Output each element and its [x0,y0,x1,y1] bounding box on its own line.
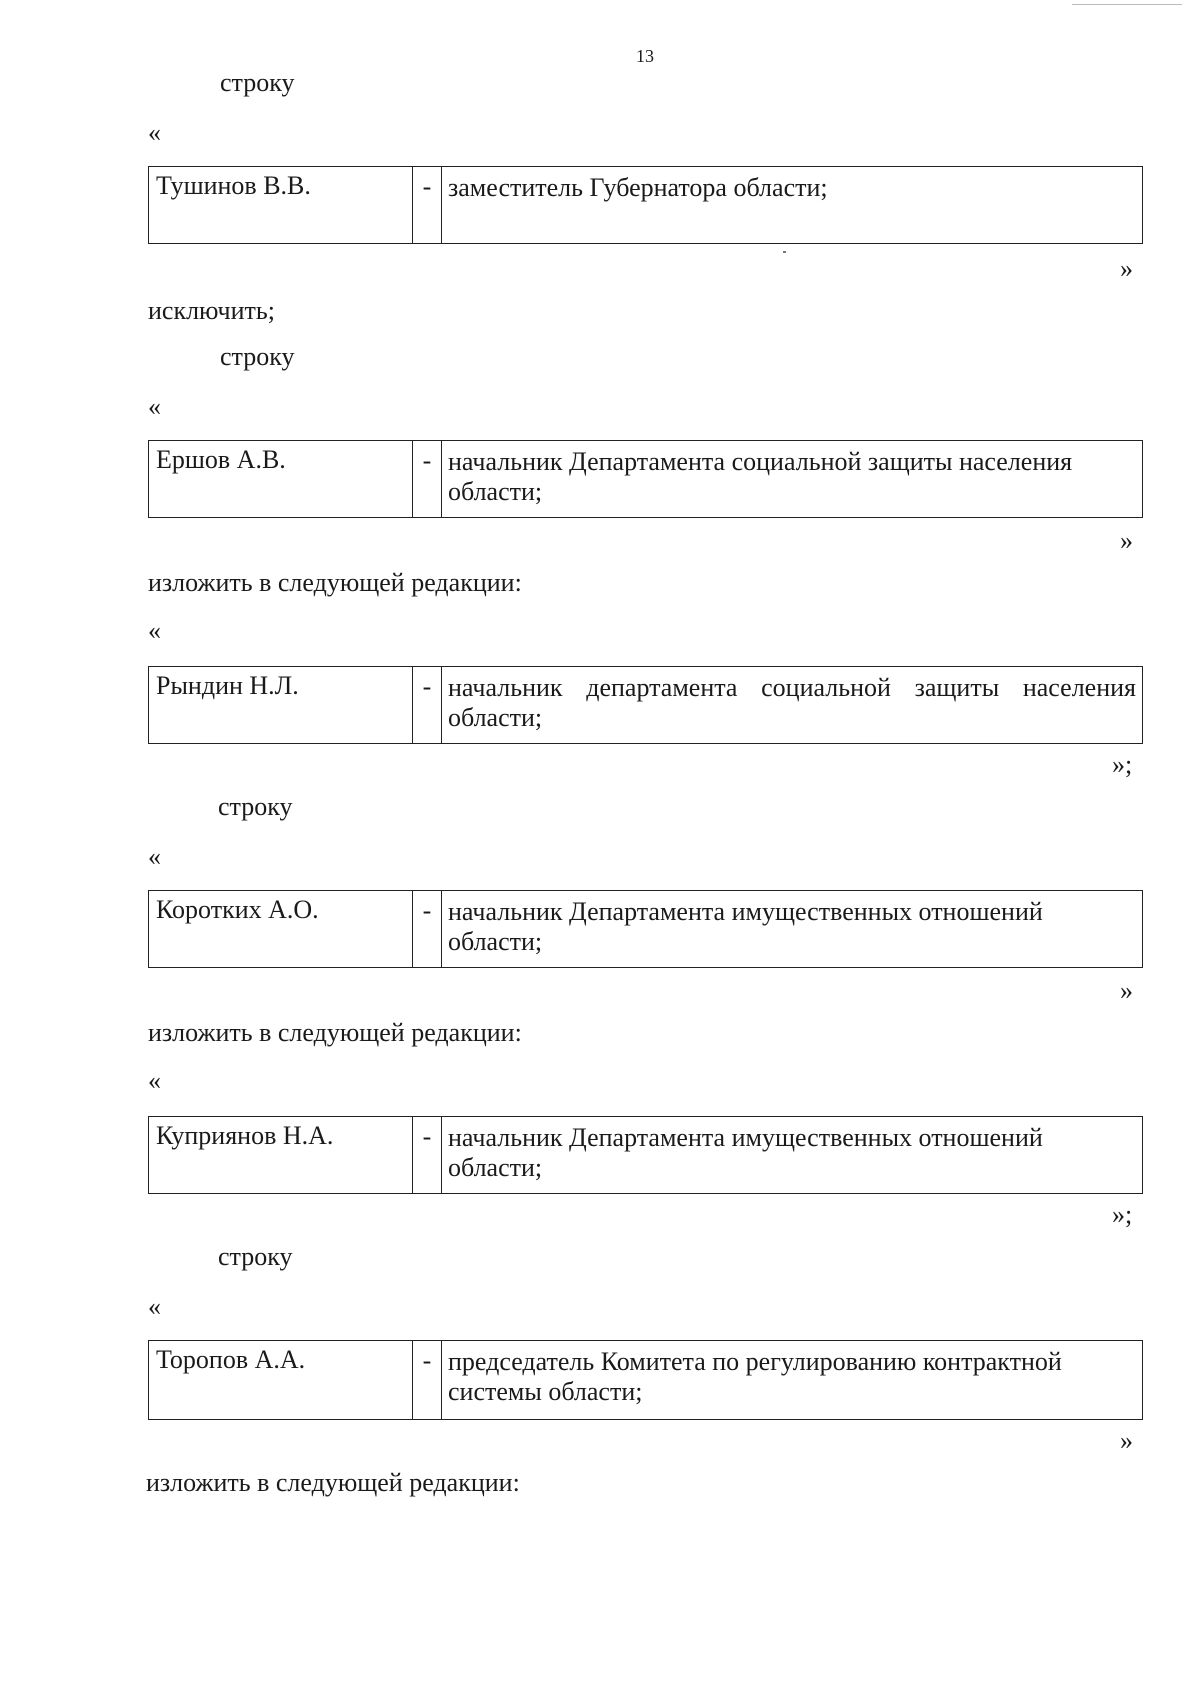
entry-dash: - [413,667,442,743]
entry-name: Коротких А.О. [149,891,413,967]
entry-dash: - [413,167,442,243]
close-quote: » [1120,976,1133,1005]
entry-name: Торопов А.А. [149,1341,413,1419]
entry-row [148,666,1143,744]
close-quote-semicolon: »; [1112,1200,1133,1229]
close-quote-semicolon: »; [1112,750,1133,779]
row-label: строку [220,68,295,97]
close-quote: » [1120,1426,1133,1455]
restate-text: изложить в следующей редакции: [146,1468,520,1497]
exclude-text: исключить; [148,296,275,325]
close-quote: » [1120,254,1133,283]
close-quote: » [1120,526,1133,555]
scan-edge-mark [1072,0,1182,5]
entry-position: начальник Департамента имущественных отношений области; [448,1123,1043,1182]
entry-dash: - [413,441,442,517]
entry-row [148,1116,1143,1194]
open-quote: « [148,1292,161,1321]
entry-position: начальник Департамента социальной защиты населения области; [448,447,1073,506]
restate-text: изложить в следующей редакции: [148,1018,522,1047]
entry-position: начальник Департамента имущественных отношений области; [448,897,1043,956]
open-quote: « [148,392,161,421]
entry-name: Куприянов Н.А. [149,1117,413,1193]
entry-row [148,890,1143,968]
entry-row [148,440,1143,518]
entry-dash: - [413,1117,442,1193]
restate-text: изложить в следующей редакции: [148,568,522,597]
entry-position: начальник департамента социальной защиты населения области; [448,673,1136,732]
entry-name: Тушинов В.В. [149,167,413,243]
row-label: строку [220,342,295,371]
row-label: строку [218,1242,293,1271]
scan-speck [783,251,786,253]
entry-dash: - [413,1341,442,1419]
open-quote: « [148,616,161,645]
open-quote: « [148,118,161,147]
entry-row [148,1340,1143,1420]
entry-dash: - [413,891,442,967]
entry-position: заместитель Губернатора области; [448,173,828,202]
open-quote: « [148,842,161,871]
row-label: строку [218,792,293,821]
entry-name: Рындин Н.Л. [149,667,413,743]
entry-name: Ершов А.В. [149,441,413,517]
entry-position: председатель Комитета по регулированию контрактной системы области; [448,1347,1062,1406]
page-number: 13 [636,46,654,66]
entry-row [148,166,1143,244]
open-quote: « [148,1066,161,1095]
